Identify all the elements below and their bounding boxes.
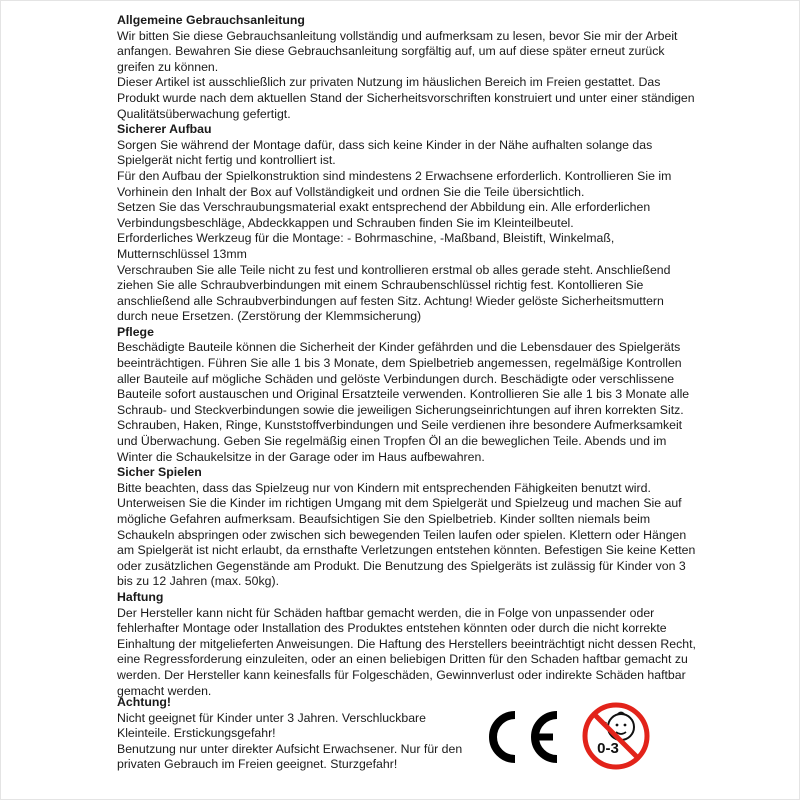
paragraph: Setzen Sie das Verschraubungsmaterial exakt entsprechend der Abbildung ein. Alle erforderlichen Verbindungsbeschläge, Abdeckkappen und Schrauben finden Sie im Kleinteilbeutel. (117, 200, 651, 230)
paragraph: Erforderliches Werkzeug für die Montage: - Bohrmaschine, -Maßband, Bleistift, Winkelmaß, Mutternschlüssel 13mm (117, 231, 615, 261)
section-care (117, 325, 697, 465)
section-title: Sicher Spielen (117, 465, 202, 480)
warning-title: Achtung! (117, 695, 171, 709)
warning-box (117, 695, 487, 773)
warning-line: Benutzung nur unter direkter Aufsicht Erwachsener. Nur für den (117, 741, 463, 756)
paragraph: Beschädigte Bauteile können die Sicherheit der Kinder gefährden und die Lebensdauer des Spielgeräts beeinträchtigen. Führen Sie alle 1 bis 3 Monate, dem Spielbetrieb angemessen, regelmäßige Kontrollen aller Bauteile auf mögliche Schäden und gelöste Verbindungen durch. Beschädigte oder verschlissene Bauteile sofort austauschen und Original Ersatzteile verwenden. Kontrollieren Sie alle 1 bis 3 Monate alle Schraub- und Steckverbindungen sowie die jeweiligen Sicherungseinrichtungen auf ihren korrekten Sitz. Schrauben, Haken, Ringe, Kunststoffverbindungen und Seile verdienen ihre besondere Aufmerksamkeit und Überwachung. Geben Sie regelmäßig einen Tropfen Öl an die beweglichen Teile. Abends und im Winter die Schaukelsitze in der Garage oder im Haus aufbewahren. (117, 340, 690, 464)
age-label: 0-3 (597, 740, 619, 757)
section-title: Sicherer Aufbau (117, 122, 212, 137)
paragraph: Verschrauben Sie alle Teile nicht zu fest und kontrollieren erstmal ob alles gerade steht. Anschließend ziehen Sie alle Schraubverbindungen mit einem Schraubenschlüssel richtig fest. Kontollieren Sie anschließend alle Schraubverbindungen auf festen Sitz. Achtung! Wieder gelöste Sicherheitsmuttern durch neue Ersetzen. (Zerstörung der Klemmsicherung) (117, 262, 671, 324)
section-title: Pflege (117, 324, 154, 339)
section-liability (117, 590, 697, 699)
section-general (117, 13, 697, 122)
paragraph: Wir bitten Sie diese Gebrauchsanleitung vollständig und aufmerksam zu lesen, bevor Sie mir der Arbeit anfangen. Bewahren Sie diese Gebrauchsanleitung sorgfältig auf, um auf diese später erneut zurück greifen zu können. (117, 28, 678, 74)
warning-line: Kleinteile. Erstickungsgefahr! (117, 726, 276, 741)
ce-mark-icon (479, 707, 563, 767)
warning-line: Nicht geeignet für Kinder unter 3 Jahren. Verschluckbare (117, 710, 426, 725)
paragraph: Dieser Artikel ist ausschließlich zur privaten Nutzung im häuslichen Bereich im Freien gestattet. Das Produkt wurde nach dem aktuellen Stand der Sicherheitsvorschriften konstruiert und unter einer ständigen Qualitätsüberwachung gefertigt. (117, 75, 695, 121)
paragraph: Der Hersteller kann nicht für Schäden haftbar gemacht werden, die in Folge von unpassender oder fehlerhafter Montage oder Installation des Produktes entstehen könnten oder durch die nicht korrekte Einhaltung der mitgelieferten Anweisungen. Die Haftung des Herstellers beeinträchtigt nicht dessen Recht, eine Regressforderung einzuleiten, oder an einen beliebigen Dritten für den Schaden haftbar gemacht zu werden. Der Hersteller kann keinesfalls für Folgeschäden, Gewinnverlust oder indirekte Schäden haftbar gemacht werden. (117, 605, 696, 698)
section-title: Haftung (117, 589, 164, 604)
warning-line: privaten Gebrauch im Freien geeignet. Sturzgefahr! (117, 757, 398, 772)
section-assembly (117, 122, 697, 325)
instructions-text (117, 13, 697, 699)
paragraph: Für den Aufbau der Spielkonstruktion sind mindestens 2 Erwachsene erforderlich. Kontrollieren Sie im Vorhinein den Inhalt der Box auf Vollständigkeit und ordnen Sie die Teile übersichtlich. (117, 168, 672, 199)
section-safe-play (117, 465, 697, 590)
paragraph: Sorgen Sie während der Montage dafür, dass sich keine Kinder in der Nähe aufhalten solange das Spielgerät nicht fertig und kontrolliert ist. (117, 137, 653, 168)
age-0-3-prohibited-icon (581, 701, 651, 771)
paragraph: Bitte beachten, dass das Spielzeug nur von Kindern mit entsprechenden Fähigkeiten benutzt wird. Unterweisen Sie die Kinder im richtigen Umgang mit dem Spielgerät und Spielzeug und machen Sie auf mögliche Gefahren aufmerksam. Beaufsichtigen Sie den Spielbetrieb. Kinder sollten niemals beim Schaukeln abspringen oder zwischen sich bewegenden Teilen laufen oder spielen. Klettern oder Hängen am Spielgerät ist nicht erlaubt, da ernsthafte Verletzungen entstehen könnten. Befestigen Sie keine Ketten oder zusätzlichen Gegenstände am Produkt. Die Benutzung des Spielgeräts ist zulässig für Kinder von 3 bis zu 12 Jahren (max. 50kg). (117, 480, 696, 589)
section-title: Allgemeine Gebrauchsanleitung (117, 13, 305, 27)
